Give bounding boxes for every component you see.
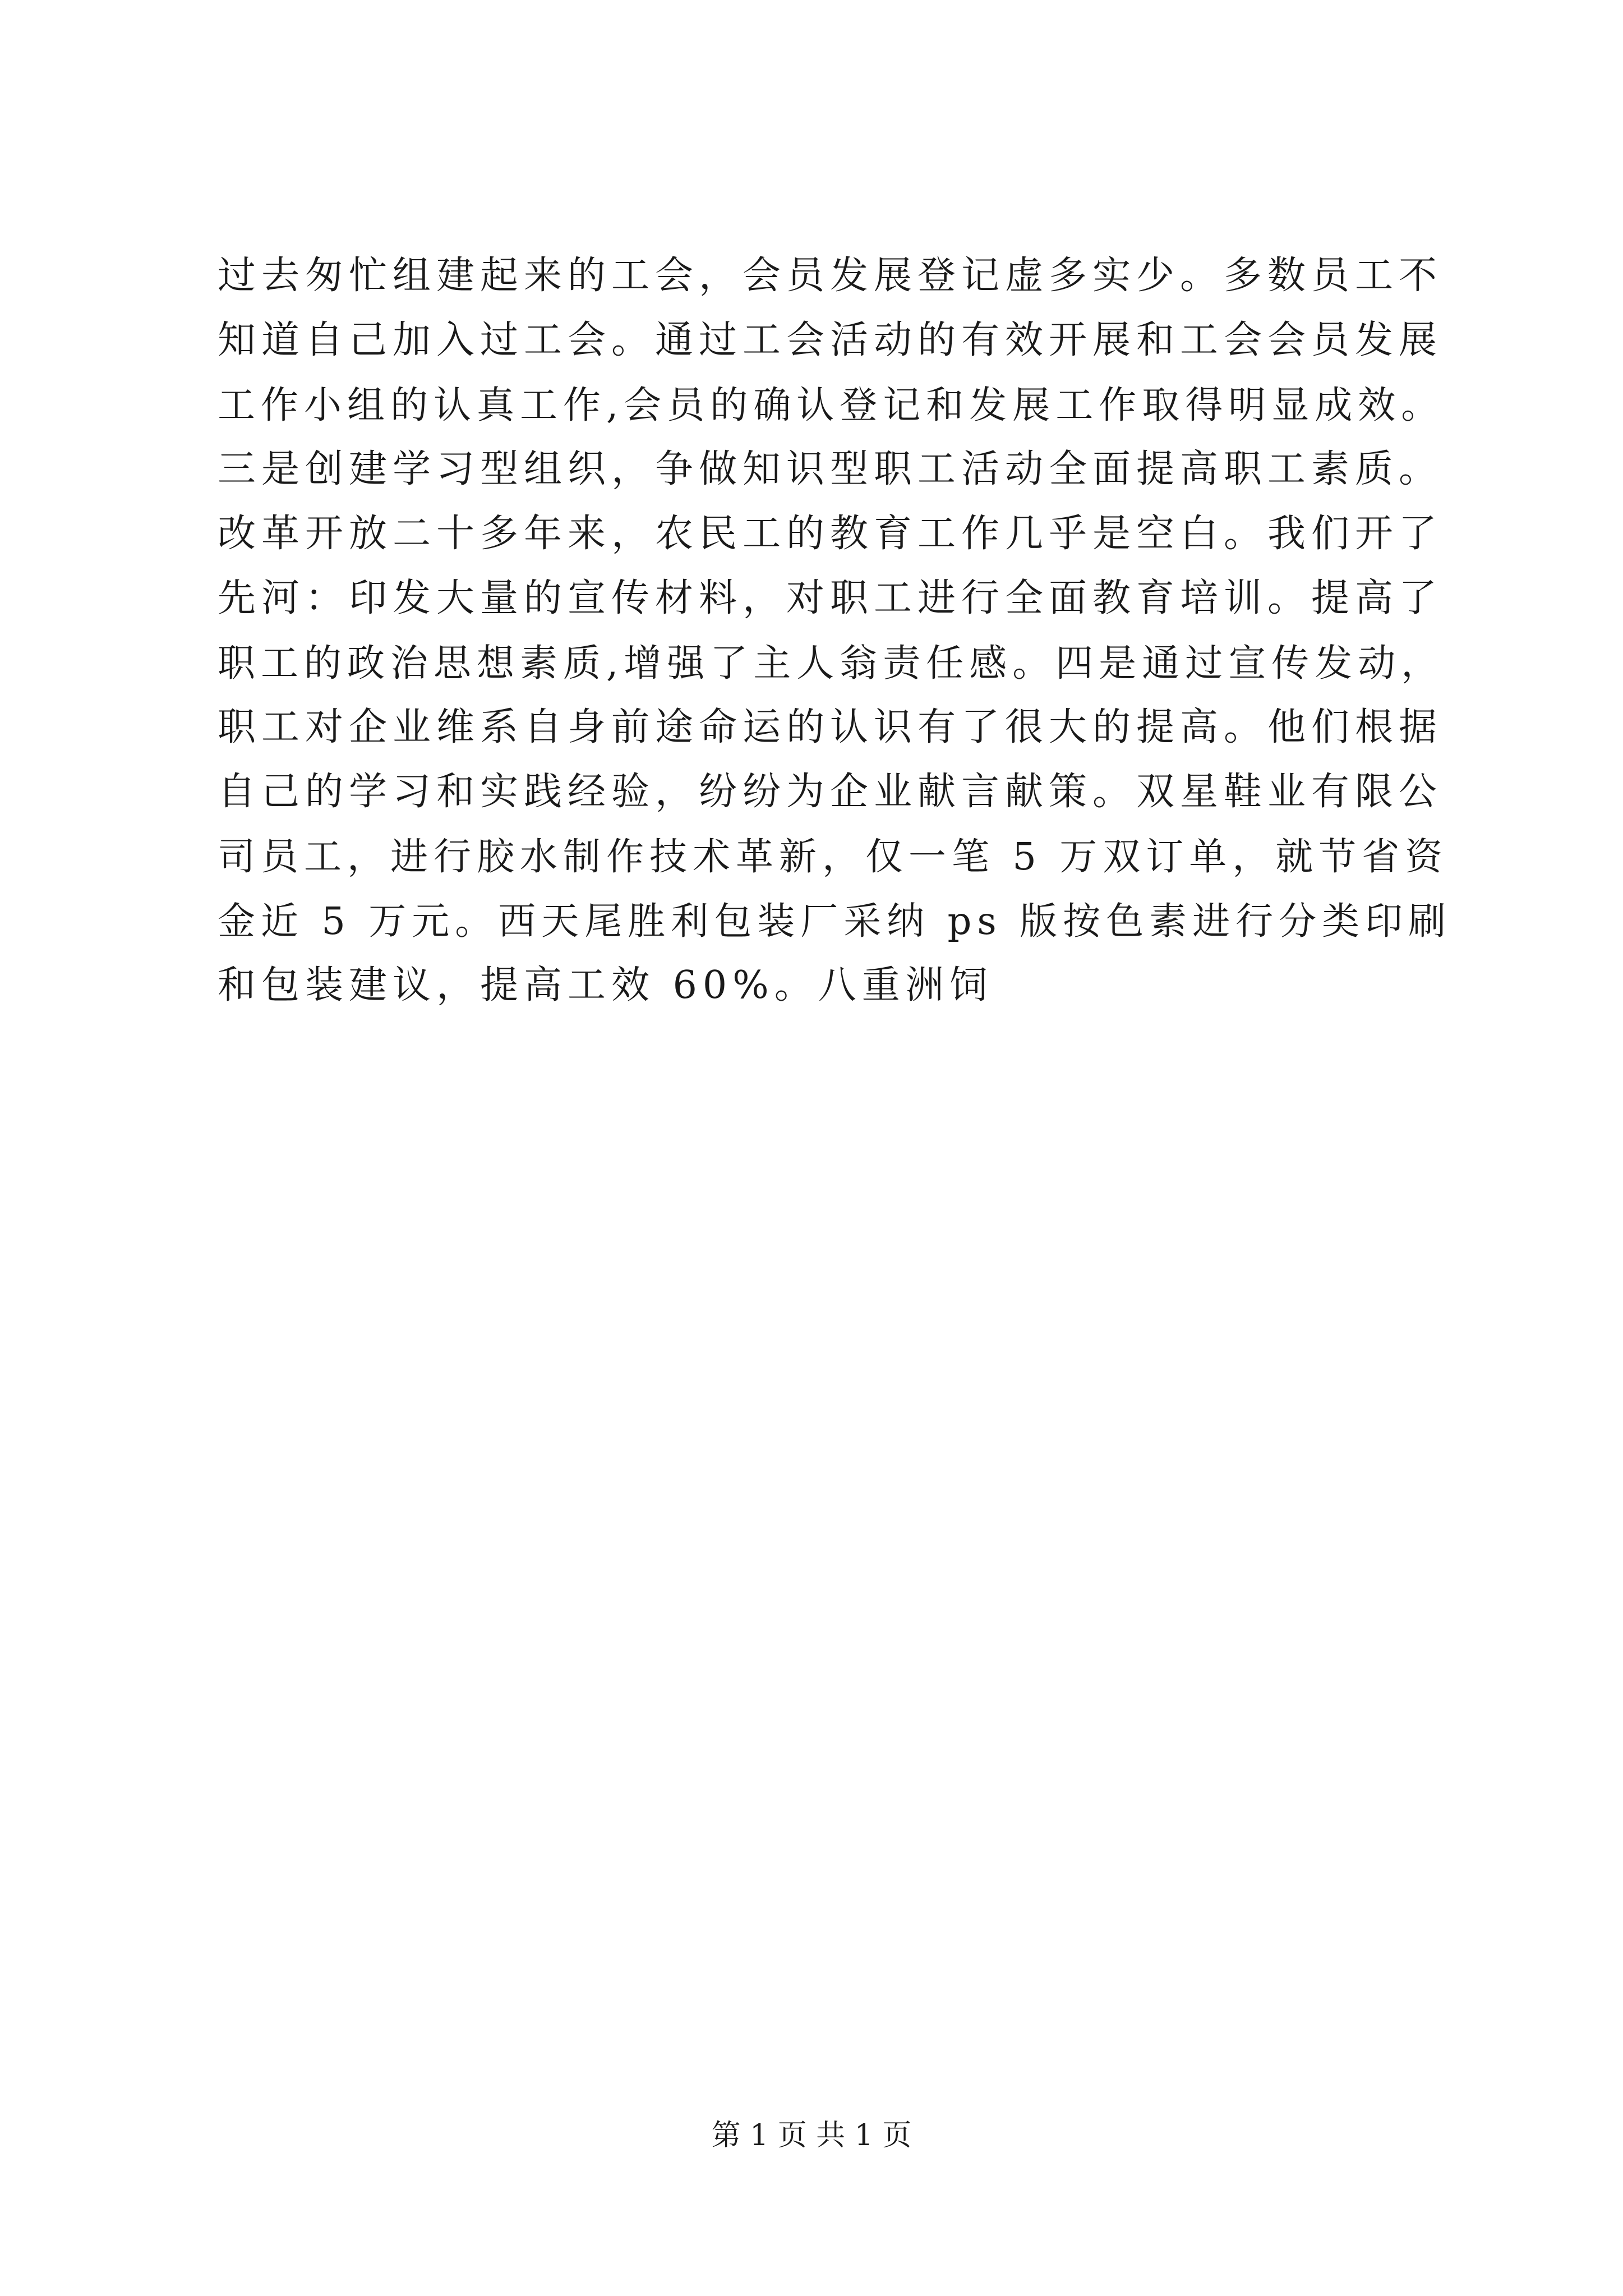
text-line: 改革开放二十多年来，农民工的教育工作几乎是空白。我们开了 bbox=[218, 512, 1443, 556]
text-line: 先河：印发大量的宣传材料，对职工进行全面教育培训。提高了 bbox=[218, 576, 1443, 620]
text-line: 和包装建议，提高工效 60%。八重洲饲 bbox=[218, 963, 993, 1007]
page-footer: 第 1 页 共 1 页 bbox=[711, 2119, 912, 2152]
text-line: 职工的政治思想素质,增强了主人翁责任感。四是通过宣传发动， bbox=[218, 641, 1445, 685]
text-line: 三是创建学习型组织，争做知识型职工活动全面提高职工素质。 bbox=[218, 447, 1443, 491]
text-line: 金近 5 万元。西天尾胜利包装厂采纳 ps 版按色素进行分类印刷 bbox=[218, 899, 1452, 943]
text-line: 司员工，进行胶水制作技术革新，仅一笔 5 万双订单，就节省资 bbox=[218, 835, 1449, 878]
text-line: 自己的学习和实践经验，纷纷为企业献言献策。双星鞋业有限公 bbox=[218, 770, 1443, 814]
text-line: 知道自己加入过工会。通过工会活动的有效开展和工会会员发展 bbox=[218, 318, 1443, 362]
text-line: 职工对企业维系自身前途命运的认识有了很大的提高。他们根据 bbox=[218, 705, 1443, 749]
text-line: 过去匆忙组建起来的工会，会员发展登记虚多实少。多数员工不 bbox=[218, 254, 1443, 298]
text-line: 工作小组的认真工作,会员的确认登记和发展工作取得明显成效。 bbox=[218, 383, 1445, 427]
